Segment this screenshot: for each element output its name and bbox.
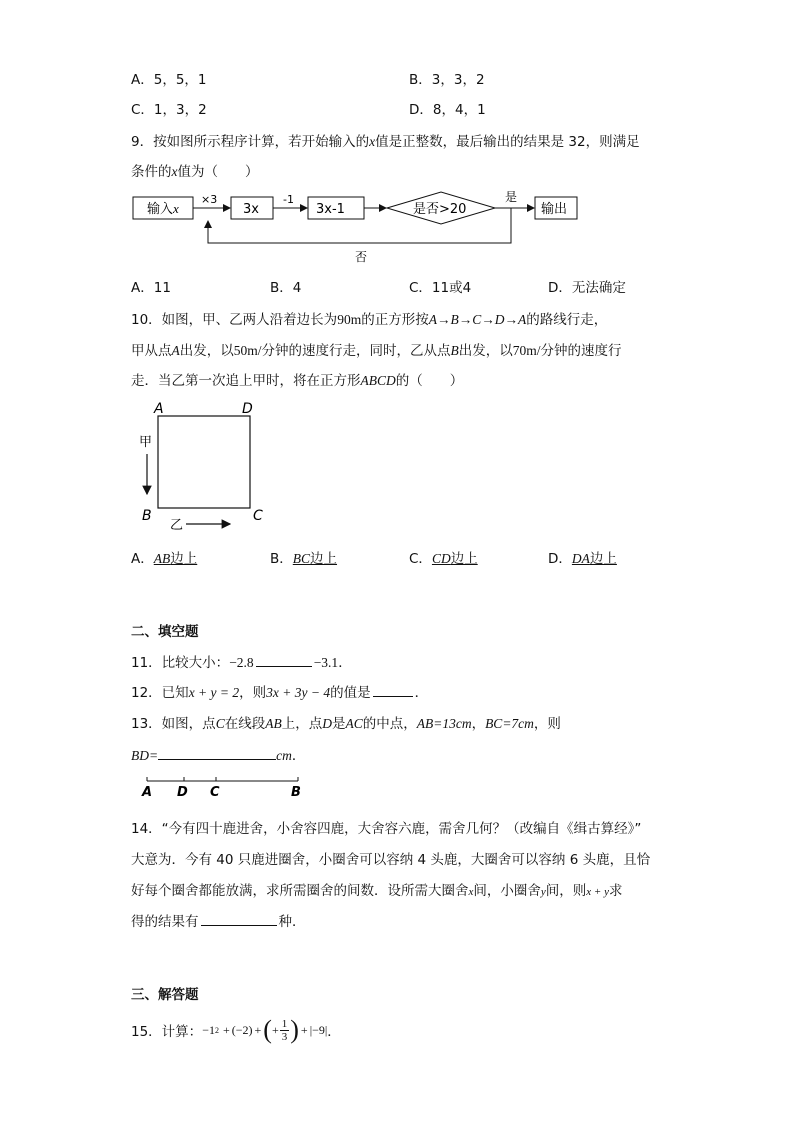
q10-stem-line3: 走．当乙第一次追上甲时，将在正方形ABCD的（ ） [131,373,464,389]
point-c-label: C [210,785,220,800]
q10-stem-line2: 甲从点A出发，以50m/分钟的速度行走，同时，乙从点B出发，以70m/分钟的速度行 [131,343,622,359]
q8-option-a: A．5，5，1 [131,72,207,88]
q15-right-paren: ) [290,1015,299,1044]
q8-option-d: D．8，4，1 [409,102,486,118]
q10-option-d: D．DA边上 [548,551,617,567]
q10-option-c: C．CD边上 [409,551,478,567]
q13-line1: 13．如图，点C在线段AB上，点D是AC的中点，AB=13cm，BC=7cm，则 [131,716,561,732]
q13-answer-blank[interactable] [158,747,276,760]
label-yi: 乙 [170,518,184,533]
q9-stem-line1: 9．按如图所示程序计算，若开始输入的x值是正整数，最后输出的结果是 32，则满足 [131,134,640,150]
vertex-c: C [253,508,263,524]
q14-line1: 14．“今有四十鹿进舍，小舍容四鹿，大舍容六鹿，需舍几何？（改编自《缉古算经》” [131,821,642,837]
q8-option-b: B．3，3，2 [409,72,485,88]
square-abcd [158,416,250,508]
q10-option-b: B．BC边上 [270,551,338,567]
q14-answer-blank[interactable] [201,913,277,926]
flow-no-label: 否 [355,250,368,264]
q10-square-figure [130,398,280,534]
q14-line3: 好每个圈舍都能放满，求所需圈舍的间数．设所需大圈舍x间，小圈舍y间，则x + y求 [131,883,623,899]
flow-input-label: 输入x [147,201,179,217]
q13-line2: BD= cm． [131,748,306,764]
q15-fraction: $\frac{1}{3}$ [281,1017,288,1043]
q15: 15．计算： −1 2 + (−2) + ( + $\frac{1}{3}$ ) + |−9| ． [131,1015,341,1044]
flow-decision-label: 是否>20 [413,202,467,217]
q9-option-b: B．4 [270,280,302,296]
q12: 12．已知x + y = 2，则3x + 3y − 4的值是 ． [131,685,429,701]
q12-answer-blank[interactable] [373,684,413,697]
point-a-label: A [142,785,153,800]
q15-left-paren: ( [263,1015,272,1044]
section-answer-title: 三、解答题 [131,987,199,1003]
flow-output-label: 输出 [541,202,568,217]
flow-box-3x1-label: 3x-1 [316,202,345,217]
q11-answer-blank[interactable] [256,654,312,667]
flow-yes-label: 是 [505,190,518,204]
flow-box-3x-label: 3x [243,202,259,217]
flow-minus1: -1 [283,193,294,206]
q13-segment-figure [138,772,308,800]
flow-times3: ×3 [201,193,218,206]
vertex-a: A [154,401,164,417]
vertex-b: B [142,508,152,524]
q9-option-a: A．11 [131,280,171,296]
q14-line4: 得的结果有 种． [131,914,306,930]
q10-option-a: A．AB边上 [131,551,198,567]
q10-stem-line1: 10．如图，甲、乙两人沿着边长为90m的正方形按A→B→C→D→A的路线行走， [131,312,608,328]
q9-stem-line2: 条件的x值为（ ） [131,164,259,180]
q8-option-c: C．1，3，2 [131,102,207,118]
section-fill-blank-title: 二、填空题 [131,624,199,640]
vertex-d: D [242,401,253,417]
q11: 11．比较大小：−2.8 −3.1． [131,655,352,671]
q9-option-d: D．无法确定 [548,280,626,296]
label-jia: 甲 [139,435,153,450]
point-b-label: B [291,785,301,800]
point-d-label: D [177,785,188,800]
q9-flowchart [125,186,595,266]
q14-line2: 大意为．今有 40 只鹿进圈舍，小圈舍可以容纳 4 头鹿，大圈舍可以容纳 6 头鹿，且恰 [131,852,651,868]
q9-option-c: C．11或4 [409,280,472,296]
